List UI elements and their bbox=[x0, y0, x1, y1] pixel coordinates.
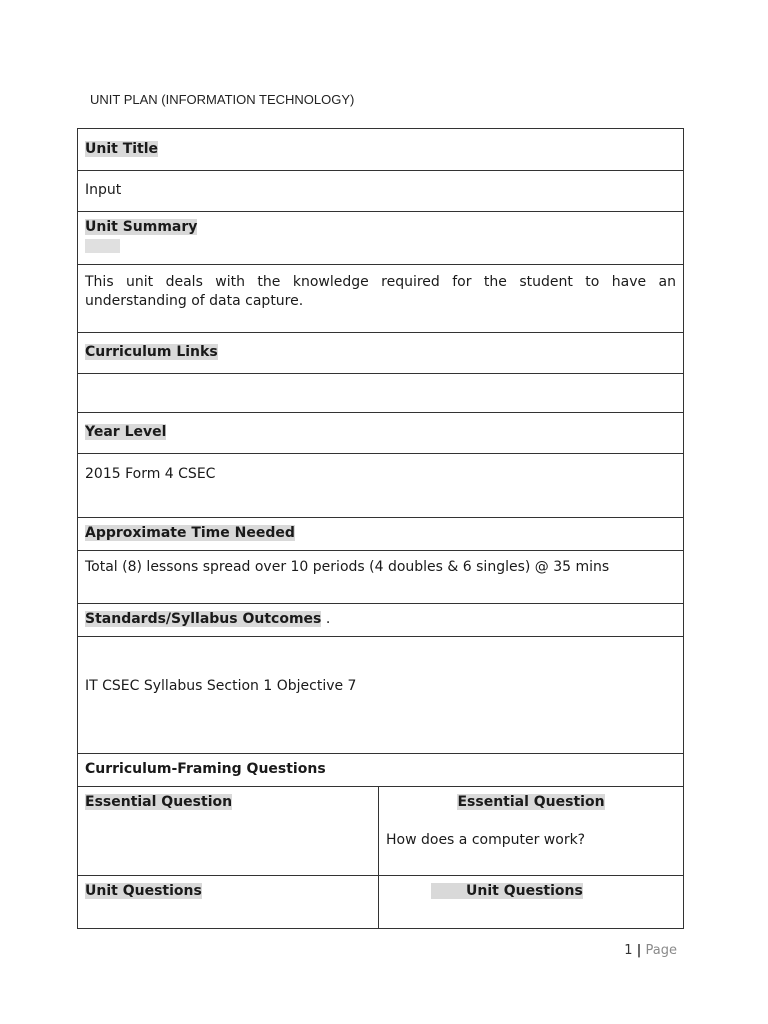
outcomes-value: IT CSEC Syllabus Section 1 Objective 7 bbox=[85, 678, 357, 694]
outcomes-heading: Standards/Syllabus Outcomes bbox=[85, 611, 322, 627]
unit-plan-table bbox=[77, 128, 684, 929]
page-separator: | bbox=[636, 943, 642, 958]
outcomes-header-row bbox=[78, 604, 684, 637]
unit-questions-left-label: Unit Questions bbox=[85, 883, 202, 899]
unit-summary-value-row bbox=[78, 265, 684, 333]
page-label: Page bbox=[645, 943, 677, 958]
unit-title-header-row bbox=[78, 129, 684, 171]
time-needed-value-row bbox=[78, 551, 684, 604]
page-number: 1 bbox=[624, 943, 633, 958]
year-level-value-row bbox=[78, 454, 684, 518]
year-level-value: 2015 Form 4 CSEC bbox=[85, 466, 216, 482]
document-title: UNIT PLAN (INFORMATION TECHNOLOGY) bbox=[90, 92, 355, 107]
essential-question-left-label: Essential Question bbox=[85, 794, 233, 810]
framing-header-row bbox=[78, 754, 684, 787]
unit-summary-text: This unit deals with the knowledge required for the student to have an understanding of data capture. bbox=[85, 274, 677, 309]
unit-summary-heading: Unit Summary bbox=[85, 219, 198, 235]
time-needed-value: Total (8) lessons spread over 10 periods (4 doubles & 6 singles) @ 35 mins bbox=[85, 559, 610, 575]
curriculum-links-value-row bbox=[78, 374, 684, 413]
unit-title-heading: Unit Title bbox=[85, 141, 159, 157]
essential-question-right-label: Essential Question bbox=[457, 794, 605, 810]
outcomes-trailing-mark: . bbox=[325, 611, 331, 627]
unit-title-value: Input bbox=[85, 182, 122, 198]
outcomes-value-row bbox=[78, 637, 684, 754]
time-needed-heading: Approximate Time Needed bbox=[85, 525, 295, 541]
unit-title-value-row bbox=[78, 171, 684, 212]
unit-questions-row bbox=[78, 876, 684, 929]
curriculum-links-heading: Curriculum Links bbox=[85, 344, 218, 360]
essential-question-row bbox=[78, 787, 684, 876]
page-footer bbox=[624, 943, 677, 958]
time-needed-header-row bbox=[78, 518, 684, 551]
year-level-heading: Year Level bbox=[85, 424, 167, 440]
unit-summary-header-row bbox=[78, 212, 684, 265]
year-level-header-row bbox=[78, 413, 684, 454]
highlight-placeholder bbox=[85, 239, 120, 253]
essential-question-answer: How does a computer work? bbox=[386, 832, 586, 848]
unit-questions-right-label: Unit Questions bbox=[431, 883, 583, 899]
curriculum-links-header-row bbox=[78, 333, 684, 374]
framing-heading: Curriculum-Framing Questions bbox=[85, 761, 326, 777]
